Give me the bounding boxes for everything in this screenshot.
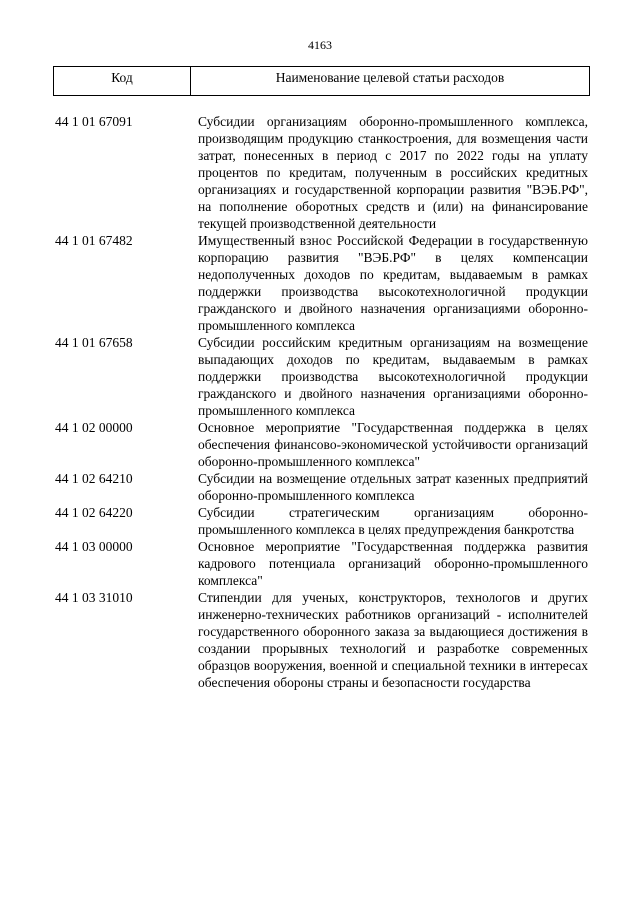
table-row xyxy=(55,589,590,691)
table-row xyxy=(55,419,590,470)
table-row xyxy=(55,504,590,538)
row-description: Имущественный взнос Российской Федерации в государственную корпорацию развития "ВЭБ.РФ" в целях компенсации недополученных доходов по кредитам, выдаваемым в рамках поддержки производства высокотехнологичной продукции гражданского и двойного назначения организациями оборонно-промышленного комплекса xyxy=(198,233,588,333)
table-row xyxy=(55,334,590,419)
row-code: 44 1 03 31010 xyxy=(55,590,133,605)
row-code: 44 1 02 00000 xyxy=(55,420,133,435)
header-name: Наименование целевой статьи расходов xyxy=(275,70,505,85)
row-description: Стипендии для ученых, конструкторов, технологов и других инженерно-технических работников организаций - исполнителей государственного оборонного заказа за выдающиеся достижения в создании прорывных технологий и разработке современных образцов вооружения, военной и специальной техники в интересах обеспечения обороны страны и безопасности государства xyxy=(198,590,588,690)
row-code: 44 1 02 64210 xyxy=(55,471,133,486)
row-code: 44 1 01 67091 xyxy=(55,114,133,129)
page-number: 4163 xyxy=(308,38,332,52)
row-description: Основное мероприятие "Государственная поддержка в целях обеспечения финансово-экономической устойчивости организаций оборонно-промышленного комплекса" xyxy=(198,420,588,469)
table-row xyxy=(55,538,590,589)
row-code: 44 1 02 64220 xyxy=(55,505,133,520)
row-description: Субсидии российским кредитным организациям на возмещение выпадающих доходов по кредитам, выдаваемым в рамках поддержки производства высокотехнологичной продукции гражданского и двойного назначения организациями оборонно-промышленного комплекса xyxy=(198,335,588,418)
row-description: Субсидии на возмещение отдельных затрат казенных предприятий оборонно-промышленного комплекса xyxy=(198,471,588,503)
row-code: 44 1 01 67658 xyxy=(55,335,133,350)
row-description: Основное мероприятие "Государственная поддержка развития кадрового потенциала организаций оборонно-промышленного комплекса" xyxy=(198,539,588,588)
table-row xyxy=(55,232,590,334)
row-description: Субсидии организациям оборонно-промышленного комплекса, производящим продукцию станкостроения, для возмещения части затрат, понесенных в период с 2017 по 2022 годы на уплату процентов по кредитам, полученным в российских кредитных организациях и государственной корпорации развития "ВЭБ.РФ", на пополнение оборотных средств и (или) на финансирование текущей производственной деятельности xyxy=(198,114,588,231)
table-header xyxy=(53,66,590,96)
row-code: 44 1 03 00000 xyxy=(55,539,133,554)
row-description: Субсидии стратегическим организациям оборонно-промышленного комплекса в целях предупреждения банкротства xyxy=(198,505,588,537)
table-row xyxy=(55,113,590,232)
row-code: 44 1 01 67482 xyxy=(55,233,133,248)
table-body xyxy=(55,113,590,691)
table-row xyxy=(55,470,590,504)
header-code: Код xyxy=(54,67,191,95)
